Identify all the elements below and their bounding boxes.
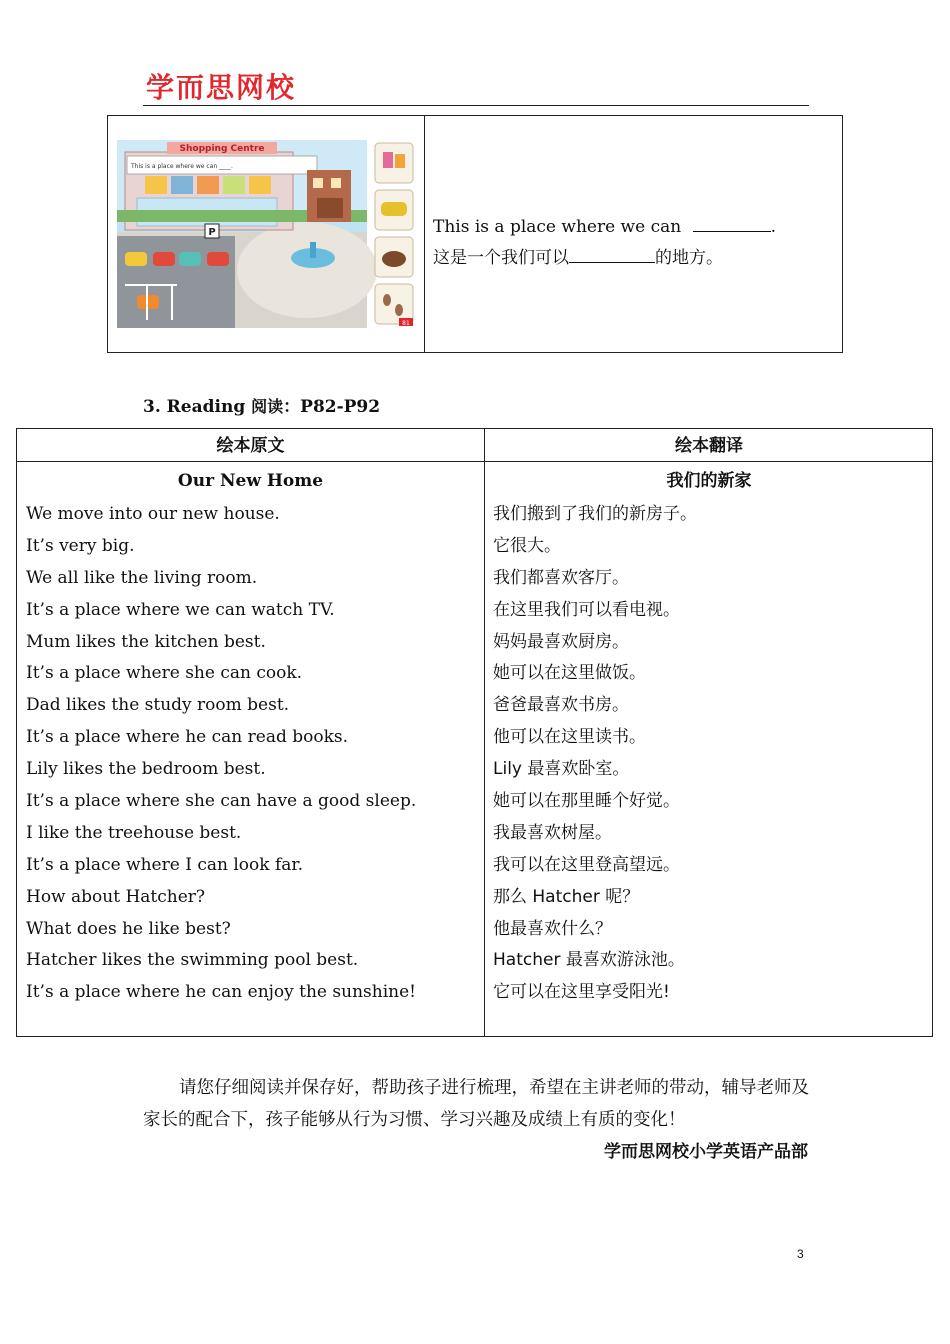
story-line-cn: 我最喜欢树屋。 <box>493 822 612 843</box>
story-line-en: It’s a place where he can enjoy the sunshine! <box>26 982 416 1003</box>
prompt-english-end: . <box>770 217 776 237</box>
column-header-original: 绘本原文 <box>216 436 285 456</box>
reading-title-en: 3. Reading <box>143 397 252 417</box>
answer-blank-cn[interactable] <box>569 246 655 263</box>
story-line-cn: 妈妈最喜欢厨房。 <box>493 631 629 652</box>
answer-blank-en[interactable] <box>693 215 771 232</box>
story-line-en: It’s a place where I can look far. <box>26 854 304 875</box>
parent-note <box>143 1072 810 1136</box>
reading-table <box>16 428 933 1037</box>
story-line-cn: 它可以在这里享受阳光! <box>493 982 670 1003</box>
story-line-en: Lily likes the bedroom best. <box>26 759 266 780</box>
prompt-english-text: This is a place where we can <box>433 217 682 237</box>
story-line-cn: 她可以在这里做饭。 <box>493 663 646 684</box>
illustration-page-tag: 81 <box>402 320 410 327</box>
note-signature: 学而思网校小学英语产品部 <box>604 1142 808 1162</box>
prompt-chinese-before: 这是一个我们可以 <box>433 248 569 268</box>
story-line-en: It’s a place where she can have a good sleep. <box>26 791 417 812</box>
story-line-en: It’s very big. <box>26 535 135 556</box>
story-line-en: It’s a place where she can cook. <box>26 663 303 684</box>
parking-sign-text: P <box>208 227 216 238</box>
story-line-en: What does he like best? <box>26 918 231 939</box>
story-line-cn: 我可以在这里登高望远。 <box>493 854 680 875</box>
story-title-cn: 我们的新家 <box>666 471 752 491</box>
story-line-cn: 爸爸最喜欢书房。 <box>493 695 629 716</box>
story-line-en: Mum likes the kitchen best. <box>26 631 266 652</box>
page-number: 3 <box>797 1247 804 1261</box>
reading-title-pages: ：P82-P92 <box>283 397 381 417</box>
column-header-translation: 绘本翻译 <box>675 436 743 456</box>
shopping-centre-illustration <box>117 140 425 328</box>
story-line-en: We move into our new house. <box>26 504 280 524</box>
reading-section-title <box>143 392 380 417</box>
story-line-cn: 在这里我们可以看电视。 <box>493 599 680 620</box>
story-lines-cn <box>493 499 697 1009</box>
prompt-chinese-after: 的地方。 <box>655 248 723 268</box>
reading-table-header-rule <box>17 461 932 462</box>
story-line-en: It’s a place where he can read books. <box>26 727 349 748</box>
story-line-cn: 她可以在那里睡个好觉。 <box>493 791 680 812</box>
story-line-en: How about Hatcher? <box>26 886 206 907</box>
brand-logo: 学而思网校 <box>146 71 297 104</box>
story-line-en: Hatcher likes the swimming pool best. <box>26 950 359 971</box>
story-line-en: I like the treehouse best. <box>26 822 242 843</box>
story-line-cn: 他可以在这里读书。 <box>493 727 646 748</box>
exercise-table <box>107 115 843 353</box>
story-line-cn: Lily 最喜欢卧室。 <box>493 759 630 780</box>
reading-title-cn: 阅读 <box>251 397 284 416</box>
story-lines-en <box>26 499 416 1009</box>
story-line-en: It’s a place where we can watch TV. <box>26 599 335 620</box>
story-title-en: Our New Home <box>177 471 324 491</box>
illustration-sign-text: Shopping Centre <box>179 144 265 154</box>
story-line-en: We all like the living room. <box>26 567 258 588</box>
parent-note-text: 请您仔细阅读并保存好，帮助孩子进行梳理，希望在主讲老师的带动，辅导老师及家长的配合下，孩子能够从行为习惯、学习兴趣及成绩上有质的变化！ <box>143 1078 809 1130</box>
header-rule <box>143 105 809 106</box>
story-line-cn: 它很大。 <box>493 535 561 556</box>
story-line-cn: 我们都喜欢客厅。 <box>493 567 629 588</box>
story-line-cn: 我们搬到了我们的新房子。 <box>493 504 697 524</box>
illustration-board-text: This is a place where we can ____. <box>131 163 233 170</box>
prompt-english <box>433 212 776 243</box>
exercise-prompt <box>433 212 776 274</box>
prompt-chinese <box>433 243 776 274</box>
story-line-cn: 那么 Hatcher 呢？ <box>493 886 640 907</box>
story-line-cn: 他最喜欢什么？ <box>493 918 612 939</box>
story-line-en: Dad likes the study room best. <box>26 695 290 716</box>
story-line-cn: Hatcher 最喜欢游泳池。 <box>493 950 685 971</box>
reading-table-divider <box>484 429 485 1036</box>
